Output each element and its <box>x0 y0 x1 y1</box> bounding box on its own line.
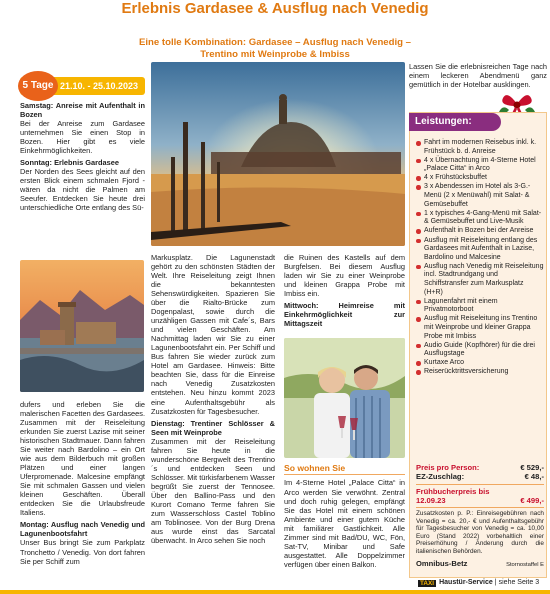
service-item: 4 x Übernachtung im 4-Sterne Hotel „Palace Citta“ in Arco <box>416 157 544 174</box>
day2-text: Der Norden des Sees gleicht auf den ersten Blick einem schmalen Fjord - wären da nicht die Palmen am Seeufer. Entdecken Sie heute drei unterschiedliche Orte entlang des Sü- <box>20 167 145 213</box>
column-1-cont <box>20 400 145 569</box>
column-2 <box>151 253 275 548</box>
day1-title: Samstag: Anreise mit Aufenthalt in Bozen <box>20 101 145 120</box>
hotel-title: So wohnen Sie <box>284 463 346 473</box>
service-item: Ausflug mit Reiseleitung entlang des Gardasees mit Aufenthalt in Lazise, Bardolino und Malcesine <box>416 237 544 263</box>
service-text: Haustür-Service <box>439 579 493 587</box>
extra-costs: Zusatzkosten p. P.: Einreisegebühren nach Venedig = ca. 20,- € und Aufenthaltsgebühr für Tagesbesucher von Venedig = ca. 10,00 Euro (Stand 2022) vorbehaltlich einer Preiserhöhung / Änderung durch die italienischen Behörden. <box>416 510 544 555</box>
column-4-intro <box>409 62 547 92</box>
ez-row <box>416 472 544 481</box>
price-row <box>416 463 544 472</box>
wine-tasting-image <box>284 338 405 458</box>
early-label: Frühbucherpreis bis 12.09.23 <box>416 486 490 505</box>
venice-image <box>151 62 405 246</box>
days-circle: 5 Tage <box>18 71 58 101</box>
ez-value: € 48,- <box>524 472 544 482</box>
day5-title: Mittwoch: Heimreise mit Einkehrmöglichkeit zur Mittagszeit <box>284 301 405 329</box>
col3-text: die Ruinen des Kastells auf dem Burgfelsen. Bei diesem Ausflug laden wir Sie zu einer Weinprobe und kleinen Grappa Probe mit Imbiss ein. <box>284 253 405 299</box>
hotel-rule <box>284 474 405 475</box>
service-item: Ausflug mit Reiseleitung ins Trentino mit Weinprobe und kleiner Grappa Probe mit Imbiss <box>416 315 544 341</box>
hotel-text: Im 4-Sterne Hotel „Palace Citta“ in Arco werden Sie verwöhnt. Zentral und doch ruhig gelegen, empfängt Sie das Hotel mit einem schönen Ambiente und einer gutem Küche mit familiärer Gastlichkeit. Alle Zimmer sind mit Bad/DU, WC, Fön, Sat-TV, Minibar und Safe ausgestattet. Alle Doppelzimmer verfügen über einen Balkon. <box>284 478 405 569</box>
column-1 <box>20 101 145 215</box>
day1-text: Bei der Anreise zum Gardasee unternehmen Sie einen Stop in Bozen. Hier gibt es viele Einkehrmöglichkeiten. <box>20 119 145 156</box>
taxi-badge: TAXI <box>420 579 435 587</box>
venice-illustration <box>151 62 405 246</box>
operator-row <box>416 559 544 569</box>
early-rule <box>416 507 544 508</box>
services-list <box>416 139 544 378</box>
subtitle-line-2: Trentino mit Weinprobe & Imbiss <box>200 49 350 60</box>
price-value: € 529,- <box>520 463 544 472</box>
early-row <box>416 487 544 506</box>
service-item: Fahrt im modernen Reisebus inkl. k. Frühstück b. d. Anreise <box>416 139 544 156</box>
col4-intro-text: Lassen Sie die erlebnisreichen Tage nach einem leckeren Abendmenü ganz gemütlich in der Hotelbar ausklingen. <box>409 62 547 90</box>
day2-title: Sonntag: Erlebnis Gardasee <box>20 158 119 168</box>
service-item: Aufenthalt in Bozen bei der Anreise <box>416 227 544 236</box>
day2-continued: dufers und erleben Sie die malerischen Facetten des Gardasees. Zusammen mit der Reiseleitung erkunden Sie zuerst Lazise mit seiner historischen Stadtmauer. Dann fahren Sie weiter nach Bardolino – ein Ort wie aus dem Bilderbuch mit großen Plätzen und einer langen Uferpromenade. Malcesine empfängt Sie mit schmalen Gassen und vielen kleinen Geschäften. Überall entdecken Sie die Urlaubsfreude Italiens. <box>20 400 145 518</box>
storno-code: Stornostaffel E <box>506 561 544 568</box>
date-badge <box>20 77 145 95</box>
hotel-section <box>284 463 405 572</box>
service-item: 4 x Frühstücksbuffet <box>416 174 544 183</box>
col2-text: Markusplatz. Die Lagunenstadt gehört zu den schönsten Städten der Welt. Ihre Reiseleitung zeigt Ihnen die bekanntesten Sehenswürdigkeiten. Spazieren Sie über die Rialto-Brücke zum Dogenpalast, sowie durch die unzähligen Gassen mit Cafe´s, Bars und vielen Geschäften. Am Nachmittag laden wir Sie zu einer Lagunenbootsfahrt ein. Per Schiff und Bus fahren Sie wieder zurück zum Hotel am Gardasee. Hinweis: Bitte beachten Sie, dass für die Einreise nach Venedig Zusatzkosten entstehen. Neu hinzu kommt 2023 eine Aufenthaltsgebühr als Zusatzkosten für Tagesbesucher. <box>151 253 275 416</box>
travel-dates: 21.10. - 25.10.2023 <box>60 81 139 91</box>
subtitle <box>110 37 440 61</box>
service-item: 3 x Abendessen im Hotel als 3-G.-Menü (2 x Menüwahl) mit Salat- & Gemüsebuffet <box>416 183 544 209</box>
service-item: Lagunenfahrt mit einem Privatmotorboot <box>416 298 544 315</box>
service-item: 1 x typisches 4-Gang-Menü mit Salat- & Gemüsebuffet und Live-Musik <box>416 210 544 227</box>
service-item: Reiserücktrittsversicherung <box>416 368 544 377</box>
day3-title: Montag: Ausflug nach Venedig und Lagunenbootsfahrt <box>20 520 145 539</box>
wine-illustration <box>284 338 405 458</box>
lake-garda-illustration <box>20 260 144 392</box>
price-rule <box>416 484 544 485</box>
operator-name: Omnibus-Betz <box>416 558 468 568</box>
services-box <box>409 112 547 578</box>
see-page[interactable]: siehe Seite 3 <box>498 579 540 587</box>
price-label: Preis pro Person: <box>416 463 480 472</box>
service-item: Kurtaxe Arco <box>416 359 544 368</box>
lake-garda-image <box>20 260 144 392</box>
day4-title: Dienstag: Trentiner Schlösser & Seen mit Weinprobe <box>151 418 275 437</box>
service-item: Ausflug nach Venedig mit Reiseleitung incl. Stadtrundgang und Schiffstransfer zum Markusplatz (H+R) <box>416 263 544 297</box>
day4-text: Zusammen mit der Reiseleitung fahren Sie heute in die wunderschöne Bergwelt des Trentino´s und entdecken Seen und Schlösser. Mit türkisfarbenem Wasser begrüßt Sie zuerst der Tennosee. Über den Ballino-Pass und den Kurort Comano Terme fahren Sie zum Wasserschloss Castel Toblino am Toblinosee. Von der Burg Drena aus wurde einst das Sarcatal überwacht. In Arco sehen Sie noch <box>151 436 275 545</box>
subtitle-line-1: Eine tolle Kombination: Gardasee – Ausflug nach Venedig – <box>138 37 412 48</box>
bottom-rule <box>0 590 550 594</box>
price-block <box>416 463 544 569</box>
ez-label: EZ-Zuschlag: <box>416 472 465 482</box>
early-value: € 499,- <box>520 495 544 505</box>
footer-service <box>418 578 547 589</box>
page-title: Erlebnis Gardasee & Ausflug nach Venedig <box>121 0 429 17</box>
services-heading: Leistungen: <box>409 113 501 131</box>
service-item: Audio Guide (Kopfhörer) für die drei Ausflugstage <box>416 342 544 359</box>
separator: | <box>494 579 497 587</box>
day3-text: Unser Bus bringt Sie zum Parkplatz Tronchetto / Venedig. Von dort fahren Sie per Schiff zum <box>20 538 145 566</box>
column-3 <box>284 253 405 331</box>
